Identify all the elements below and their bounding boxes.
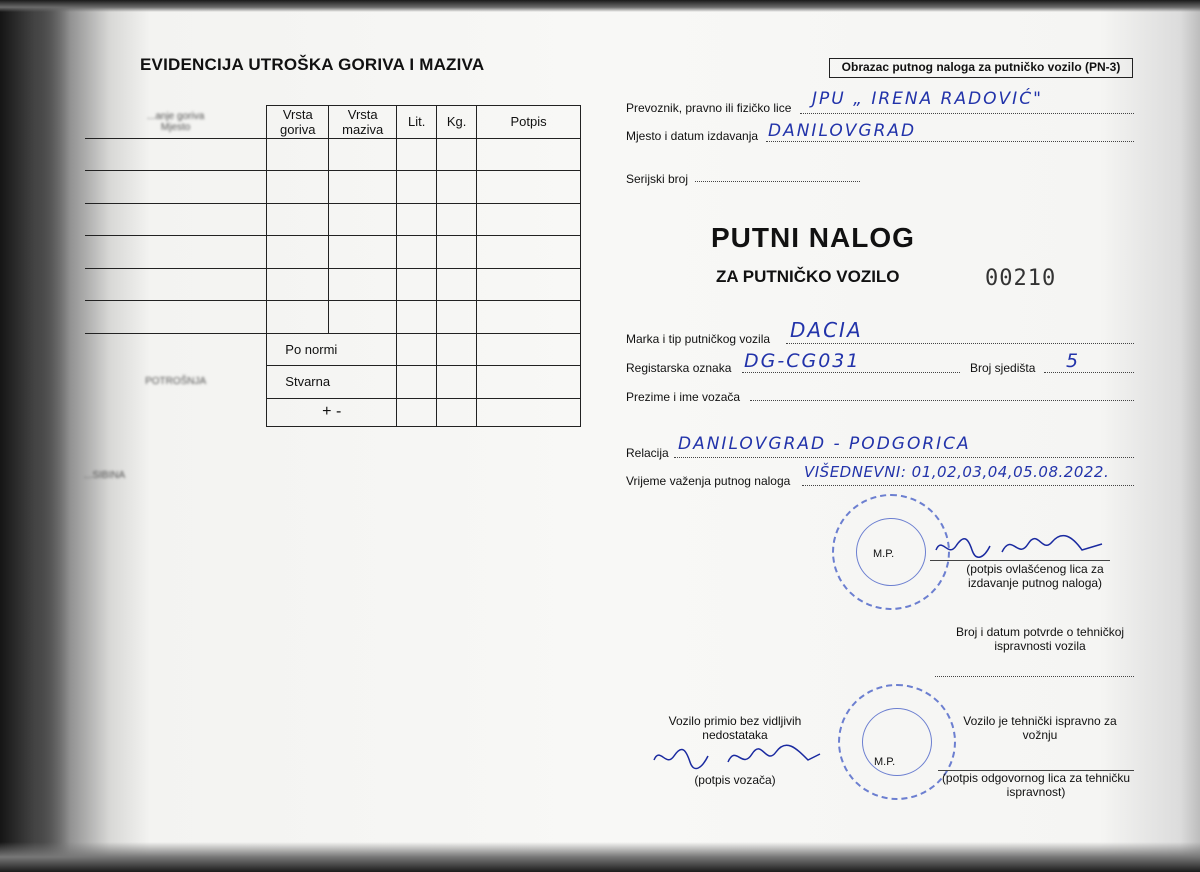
driver-label: Prezime i ime vozača <box>626 390 741 404</box>
carrier-label: Prevoznik, pravno ili fizičko lice <box>626 101 792 115</box>
actual-label: Stvarna <box>267 366 397 399</box>
form-code-box: Obrazac putnog naloga za putničko vozilo (PN-3) <box>829 58 1133 78</box>
consumption-cell <box>85 333 267 426</box>
plate-label: Registarska oznaka <box>626 361 732 375</box>
route-label: Relacija <box>626 446 669 460</box>
fuel-consumption-table <box>85 105 581 427</box>
route-line <box>674 457 1134 458</box>
liters-header: Lit. <box>397 106 437 139</box>
driver-sig-note: (potpis vozača) <box>694 773 776 787</box>
plate-line <box>742 372 960 373</box>
serial-line <box>695 181 860 182</box>
authorized-sig-note: (potpis ovlašćenog lica za izdavanje putnog naloga) <box>966 562 1104 590</box>
left-bottom-label: ...SIBINA <box>84 470 126 481</box>
mp-label-2: M.P. <box>874 756 896 768</box>
responsible-sig-note: (potpis odgovornog lica za tehničku ispravnost) <box>941 771 1131 799</box>
stamp-inner-ring-2 <box>862 708 932 776</box>
table-row <box>85 236 581 269</box>
table-row <box>85 138 581 171</box>
by-norm-label: Po normi <box>267 333 397 366</box>
driver-signature <box>648 740 828 774</box>
kg-header: Kg. <box>437 106 477 139</box>
make-label: Marka i tip putničkog vozila <box>626 332 771 346</box>
route-value: DANILOVGRAD - PODGORICA <box>678 434 971 454</box>
table-row <box>85 268 581 301</box>
tech-ok-label: Vozilo je tehnički ispravno za vožnju <box>963 714 1117 742</box>
document-title: PUTNI NALOG <box>711 222 915 253</box>
place-date-label: Mjesto i datum izdavanja <box>626 129 759 143</box>
seats-line <box>1044 372 1134 373</box>
document-subtitle: ZA PUTNIČKO VOZILO <box>716 267 900 286</box>
place-header-label: Mjesto <box>160 121 191 133</box>
carrier-value: JPU „ IRENA RADOVIĆ" <box>812 89 1043 109</box>
lubricant-type-header: Vrsta maziva <box>329 106 397 139</box>
validity-label: Vrijeme važenja putnog naloga <box>626 474 791 488</box>
received-label: Vozilo primio bez vidljivih nedostataka <box>668 714 802 742</box>
consumption-label: POTROŠNJA <box>145 376 207 388</box>
left-page-title: EVIDENCIJA UTROŠKA GORIVA I MAZIVA <box>140 55 485 74</box>
mp-label-1: M.P. <box>873 548 895 560</box>
place-date-line <box>766 141 1134 142</box>
table-row <box>85 301 581 334</box>
serial-label: Serijski broj <box>626 172 689 186</box>
table-row <box>85 333 581 366</box>
binding-shadow <box>0 0 70 872</box>
place-header <box>85 106 267 139</box>
table-row <box>85 203 581 236</box>
plus-minus-label: + - <box>267 398 397 426</box>
place-group-header: ...anje goriva <box>147 110 205 122</box>
driver-line <box>750 400 1134 401</box>
top-edge-shadow <box>0 0 1200 12</box>
seats-value: 5 <box>1066 350 1081 372</box>
fuel-type-header: Vrsta goriva <box>267 106 329 139</box>
bottom-edge-shadow <box>0 842 1200 872</box>
validity-value: VIŠEDNEVNI: 01,02,03,04,05.08.2022. <box>804 463 1110 481</box>
make-value: DACIA <box>790 318 863 342</box>
carrier-line <box>800 113 1134 114</box>
tech-check-label: Broj i datum potvrde o tehničkoj ispravnosti vozila <box>955 625 1125 653</box>
signature-header: Potpis <box>477 106 581 139</box>
place-date-value: DANILOVGRAD <box>768 121 917 141</box>
document-number: 00210 <box>985 266 1057 291</box>
tech-check-line <box>935 676 1134 677</box>
table-row <box>85 171 581 204</box>
plate-value: DG-CG031 <box>744 350 861 372</box>
authorized-signature <box>932 528 1112 564</box>
validity-line <box>802 485 1134 486</box>
seats-label: Broj sjedišta <box>970 361 1036 375</box>
make-line <box>786 343 1134 344</box>
